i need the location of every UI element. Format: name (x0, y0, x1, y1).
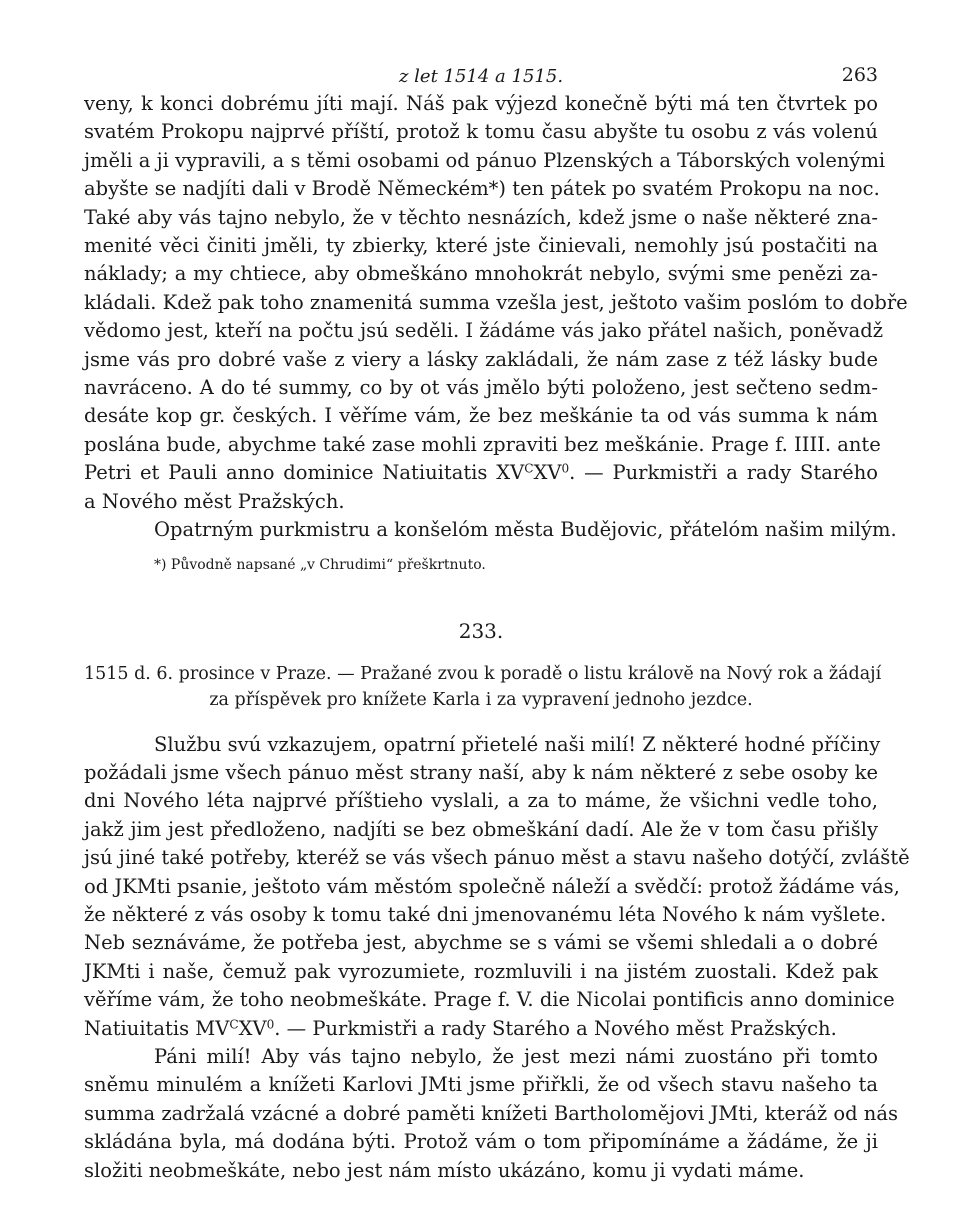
text-line: vědomo jest, kteří na počtu jsú seděli. I žádáme vás jako přátel našich, poněvadž (84, 319, 884, 343)
letter-1 (84, 90, 908, 545)
text-line: Páni milí! Aby vás tajno nebylo, že jest mezi námi zuostáno při tomto (154, 1044, 878, 1068)
footnote: *) Původně napsané „v Chrudimi“ přeškrtnuto. (154, 556, 486, 573)
text-line: veny, k konci dobrému jíti mají. Náš pak výjezd konečně býti má ten čtvrtek po (84, 92, 878, 115)
letter-2 (84, 731, 910, 1186)
page-header (84, 60, 878, 90)
text-line: jsú jiné také potřeby, kteréž se vás všech pánuo měst a stavu našeho dotýčí, zvláště (84, 846, 910, 870)
text-line: požádali jsme všech pánuo měst strany naší, aby k nám některé z sebe osoby ke (84, 760, 878, 784)
date-text: XV (533, 461, 562, 485)
date-line (84, 459, 878, 487)
page-number: 263 (841, 64, 878, 86)
text-line: JKMti i naše, čemuž pak vyrozumiete, rozmluvili i na jistém zuostali. Kdež pak (84, 959, 878, 983)
text-line: že některé z vás osoby k tomu také dni jmenovanému léta Nového k nám vyšlete. (84, 902, 887, 926)
date-text: XV (238, 1016, 267, 1040)
superscript: C (524, 461, 534, 476)
signature-text: . — Purkmistři a rady Starého (569, 461, 878, 485)
text-line: sněmu minulém a knížeti Karlovi JMti jsme přiřkli, že od všech stavu našeho ta (84, 1073, 878, 1097)
superscript: 0 (561, 461, 570, 476)
text-line: jměli a ji vypravili, a s těmi osobami od pánuo Plzenských a Táborských volenými (84, 148, 886, 172)
text-line: Službu svú vzkazujem, opatrní přietelé naši milí! Z některé hodné příčiny (154, 732, 881, 756)
superscript: 0 (266, 1016, 275, 1031)
text-line: menité věci činiti jměli, ty zbierky, které jste činievali, nemohly jsú postačiti na (84, 234, 878, 258)
regest-line: 1515 d. 6. prosince v Praze. — Pražané zvou k poradě o listu královĕ na Nový rok a žádají (84, 663, 882, 684)
text-line: a Nového měst Pražských. (84, 489, 345, 513)
text-line: jsme vás pro dobré vaše z viery a lásky zakládali, že nám zase z též lásky bude (84, 347, 878, 371)
text-line: kládali. Kdež pak toho znamenitá summa vzešla jest, ještoto vašim poslóm to dobře (84, 290, 908, 314)
text-line: abyšte se nadjíti dali v Brodě Německém*) ten pátek po svatém Prokopu na noc. (84, 177, 880, 201)
text-line: od JKMti psanie, ještoto vám městóm společně náleží a svědčí: protož žádáme vás, (84, 874, 900, 898)
text-line: jakž jim jest předloženo, nadjíti se bez obmeškání dadí. Ale že v tom času přišly (84, 817, 878, 841)
text-line: náklady; a my chtiece, aby obmeškáno mnohokrát nebylo, svými sme penězi za- (84, 262, 878, 286)
signature-text: . — Purkmistři a rady Starého a Nového měst Pražských. (274, 1016, 837, 1040)
text-line: Také aby vás tajno nebylo, že v těchto nesnázích, kdež jsme o naše některé zna- (84, 205, 878, 229)
running-title: z let 1514 a 1515. (398, 66, 564, 87)
text-line: věříme vám, že toho neobmeškáte. Prage f. V. die Nicolai pontificis anno dominice (84, 988, 895, 1012)
date-text: Petri et Pauli anno dominice Natiuitatis XV (84, 461, 525, 485)
date-line (84, 1015, 878, 1043)
text-line: navráceno. A do té summy, co by ot vás jmělo býti položeno, jest sečteno sedm- (84, 376, 878, 400)
document-number: 233. (458, 618, 504, 643)
text-line: svatém Prokopu najprvé příští, protož k tomu času abyšte tu osobu z vás volenú (84, 120, 878, 144)
superscript: C (229, 1016, 239, 1031)
text-line: Neb seznáváme, že potřeba jest, abychme se s vámi se všemi shledali a o dobré (84, 931, 878, 955)
text-line: poslána bude, abychme také zase mohli zpraviti bez meškánie. Prage f. IIII. ante (84, 432, 881, 456)
text-line: dni Nového léta najprvé příštieho vyslali, a za to máme, že všichni vedle toho, (84, 789, 878, 813)
address-line: Opatrným purkmistru a konšelóm města Budějovic, přátelóm našim milým. (154, 518, 897, 542)
regest (84, 661, 882, 713)
text-line: summa zadržalá vzácné a dobré paměti knížeti Bartholomějovi JMti, kteráž od nás (84, 1101, 899, 1125)
date-text: Natiuitatis MV (84, 1016, 230, 1040)
text-line: skládána byla, má dodána býti. Protož vám o tom připomínáme a žádáme, že ji (84, 1130, 878, 1154)
text-line: složiti neobmeškáte, nebo jest nám místo ukázáno, komu ji vydati máme. (84, 1158, 805, 1182)
page (84, 60, 910, 1185)
text-line: desáte kop gr. českých. I věříme vám, že bez meškánie ta od vás summa k nám (84, 404, 878, 428)
regest-line: za příspěvek pro knížete Karla i za vypravení jednoho jezdce. (209, 689, 753, 710)
